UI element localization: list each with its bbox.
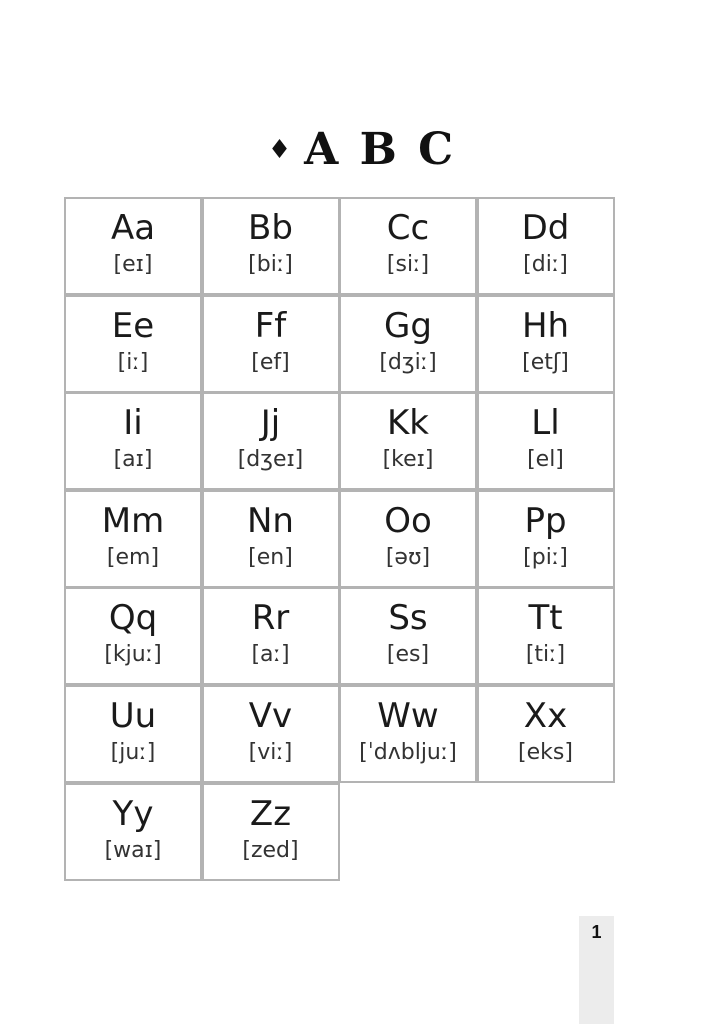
letter-cell [339,490,477,588]
letter-pair: Hh [521,305,570,346]
letter-cell [339,295,477,393]
letter-pronunciation: [ˈdʌbljuː] [359,740,457,765]
letter-cell [64,587,202,685]
letter-cell [64,783,202,881]
letter-pair: Ww [377,696,439,736]
page-title [0,124,724,176]
letter-pair: Ff [254,305,287,346]
letter-pronunciation: [kjuː] [104,642,162,668]
letter-pronunciation: [viː] [248,740,293,765]
letter-pair: Uu [109,696,157,736]
letter-pair: Cc [386,208,430,248]
letter-cell [202,490,340,588]
letter-cell [64,295,202,393]
page-number-tab [579,916,614,1024]
letter-pair: Oo [384,500,432,541]
letter-pair: Ss [388,598,428,639]
letter-pair: Qq [108,598,158,639]
letter-pronunciation: [eks] [518,740,573,765]
letter-pair: Ee [111,305,155,346]
letter-pronunciation: [iː] [117,349,149,375]
letter-cell [477,197,615,295]
letter-pronunciation: [siː] [386,252,430,277]
letter-cell [477,490,615,588]
letter-cell [202,392,340,490]
letter-pair: Bb [248,208,293,248]
letter-pair: Pp [524,500,567,541]
letter-cell [202,197,340,295]
letter-pronunciation: [en] [248,544,293,570]
letter-pronunciation: [biː] [248,252,293,277]
letter-cell [64,392,202,490]
letter-pair: Xx [523,696,568,736]
letter-cell [64,197,202,295]
letter-pronunciation: [dʒiː] [379,349,437,375]
letter-cell [202,685,340,783]
letter-pair: Jj [260,403,281,444]
letter-cell [202,587,340,685]
letter-cell [477,587,615,685]
page-number: 1 [591,922,602,942]
letter-pair: Tt [528,598,563,639]
letter-pair: Dd [521,208,570,248]
letter-cell [339,685,477,783]
letter-pair: Gg [384,305,432,346]
letter-cell [339,587,477,685]
letter-pronunciation: [diː] [523,252,568,277]
diamond-icon: ♦ [267,135,295,165]
letter-pronunciation: [keɪ] [382,447,434,473]
letter-pronunciation: [es] [386,642,430,668]
letter-cell [64,490,202,588]
letter-cell [339,392,477,490]
letter-pair: Aa [110,208,156,248]
letter-cell [64,685,202,783]
letter-pair: Nn [247,500,294,541]
letter-pronunciation: [zed] [242,837,299,863]
letter-cell [477,295,615,393]
letter-pronunciation: [piː] [523,544,568,570]
letter-pronunciation: [eɪ] [113,252,153,277]
letter-pronunciation: [dʒeɪ] [237,447,304,473]
letter-pair: Yy [112,793,154,834]
letter-pair: Zz [249,793,292,834]
letter-pronunciation: [əʊ] [385,544,431,570]
letter-pair: Ll [531,403,560,444]
letter-pair: Kk [387,403,429,444]
title-text: A B C [304,124,457,175]
letter-cell [477,685,615,783]
letter-cell [202,295,340,393]
letter-pronunciation: [waɪ] [104,837,162,863]
letter-pair: Mm [101,500,165,541]
letter-pair: Ii [123,403,143,444]
letter-pronunciation: [aː] [251,642,290,668]
alphabet-table [64,197,614,880]
letter-cell [477,392,615,490]
letter-pronunciation: [el] [527,447,564,473]
letter-pronunciation: [etʃ] [522,349,569,375]
letter-pronunciation: [juː] [110,740,156,765]
letter-pronunciation: [tiː] [525,642,566,668]
letter-cell [202,783,340,881]
letter-pair: Vv [248,696,293,736]
letter-pronunciation: [em] [106,544,160,570]
letter-pair: Rr [251,598,290,639]
letter-pronunciation: [ef] [251,349,290,375]
letter-cell [339,197,477,295]
letter-pronunciation: [aɪ] [113,447,153,473]
